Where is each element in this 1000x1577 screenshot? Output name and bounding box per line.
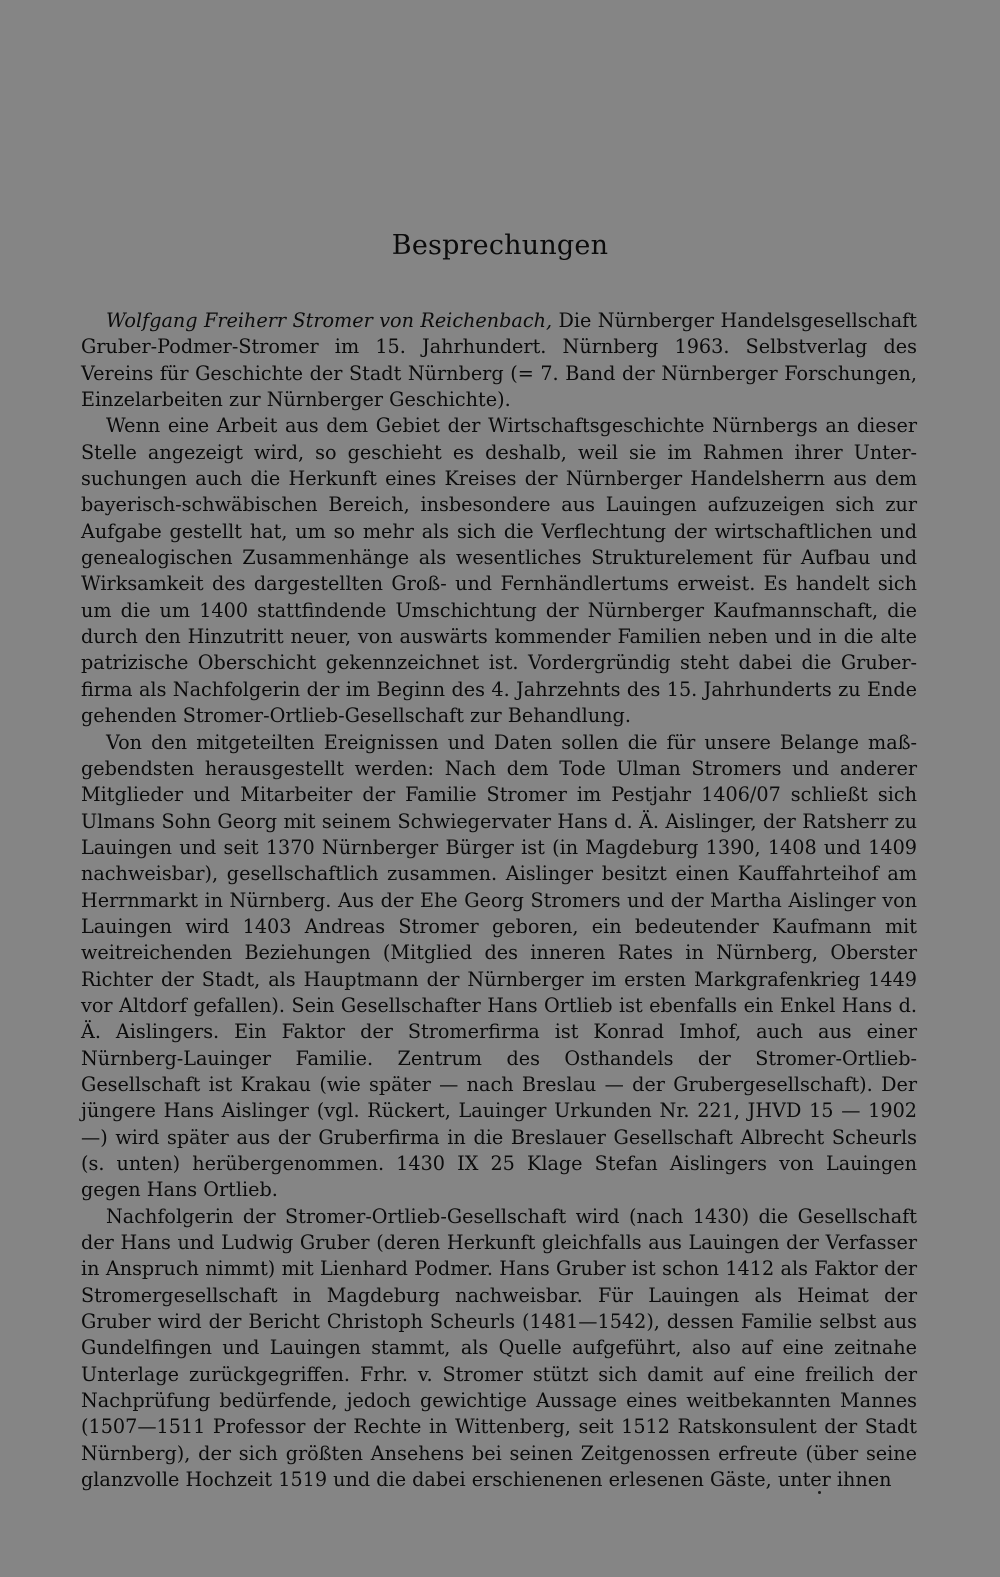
citation-author: Wolfgang Freiherr Stromer von Reichenbach,	[106, 309, 553, 332]
citation-text: Die Nürnberger Handelsgesellschaft Gruber-Podmer-Stromer im 15. Jahrhundert. Nürnberg 1963. Selbstverlag des Vereins für Geschichte der Stadt Nürnberg (= 7. Band der Nürnberger Forschungen, Einzelarbeiten zur Nürnberger Geschichte).	[81, 309, 917, 412]
paragraph-1: Wenn eine Arbeit aus dem Gebiet der Wirtschaftsgeschichte Nürnbergs an dieser Stelle angezeigt wird, so geschieht es deshalb, weil sie im Rahmen ihrer Untersuchungen auch die Herkunft eines Kreises der Nürnberger Handelsherrn aus dem bayerisch-schwäbischen Bereich, insbesondere aus Lauingen aufzuzeigen sich zur Aufgabe gestellt hat, um so mehr als sich die Verflechtung der wirtschaftlichen und genealogischen Zusammenhänge als wesentliches Strukturelement für Aufbau und Wirksamkeit des dargestellten Groß- und Fernhändlertums erweist. Es handelt sich um die um 1400 stattfindende Umschichtung der Nürnberger Kaufmannschaft, die durch den Hinzutritt neuer, von auswärts kommender Familien neben und in die alte patrizische Oberschicht gekennzeichnet ist. Vordergründig steht dabei die Gruberfirma als Nachfolgerin der im Beginn des 4. Jahrzehnts des 15. Jahrhunderts zu Ende gehenden Stromer-Ortlieb-Gesellschaft zur Behandlung.	[81, 414, 917, 728]
paragraph-2: Von den mitgeteilten Ereignissen und Daten sollen die für unsere Belange maßgebendsten herausgestellt werden: Nach dem Tode Ulman Stromers und anderer Mitglieder und Mitarbeiter der Familie Stromer im Pestjahr 1406/07 schließt sich Ulmans Sohn Georg mit seinem Schwiegervater Hans d. Ä. Aislinger, der Ratsherr zu Lauingen und seit 1370 Nürnberger Bürger ist (in Magdeburg 1390, 1408 und 1409 nachweisbar), gesellschaftlich zusammen. Aislinger besitzt einen Kauffahrteihof am Herrnmarkt in Nürnberg. Aus der Ehe Georg Stromers und der Martha Aislinger von Lauingen wird 1403 Andreas Stromer geboren, ein bedeutender Kaufmann mit weitreichenden Beziehungen (Mitglied des inneren Rates in Nürnberg, Oberster Richter der Stadt, als Hauptmann der Nürnberger im ersten Markgrafenkrieg 1449 vor Altdorf gefallen). Sein Gesellschafter Hans Ortlieb ist ebenfalls ein Enkel Hans d. Ä. Aislingers. Ein Faktor der Stromerfirma ist Konrad Imhof, auch aus einer Nürnberg-Lauinger Familie. Zentrum des Osthandels der Stromer-Ortlieb-Gesellschaft ist Krakau (wie später — nach Breslau — der Grubergesellschaft). Der jüngere Hans Aislinger (vgl. Rückert, Lauinger Urkunden Nr. 221, JHVD 15 — 1902 —) wird später aus der Gruberfirma in die Breslauer Gesellschaft Albrecht Scheurls (s. unten) herübergenommen. 1430 IX 25 Klage Stefan Aislingers von Lauingen gegen Hans Ortlieb.	[81, 730, 917, 1202]
section-heading: Besprechungen	[391, 230, 609, 261]
review-body	[81, 308, 917, 1493]
paragraph-3: Nachfolgerin der Stromer-Ortlieb-Gesellschaft wird (nach 1430) die Gesellschaft der Hans und Ludwig Gruber (deren Herkunft gleichfalls aus Lauingen der Verfasser in Anspruch nimmt) mit Lienhard Podmer. Hans Gruber ist schon 1412 als Faktor der Stromergesellschaft in Magdeburg nachweisbar. Für Lauingen als Heimat der Gruber wird der Bericht Christoph Scheurls (1481—1542), dessen Familie selbst aus Gundelfingen und Lauingen stammt, als Quelle aufgeführt, also auf eine zeitnahe Unterlage zurückgegriffen. Frhr. v. Stromer stützt sich damit auf eine freilich der Nachprüfung bedürfende, jedoch gewichtige Aussage eines weitbekannten Mannes (1507—1511 Professor der Rechte in Wittenberg, seit 1512 Ratskonsulent der Stadt Nürnberg), der sich größten Ansehens bei seinen Zeitgenossen erfreute (über seine glanzvolle Hochzeit 1519 und die dabei erschienenen erlesenen Gäste, unter ihnen	[81, 1204, 917, 1492]
citation-paragraph	[81, 308, 917, 413]
stray-mark	[818, 1491, 821, 1494]
